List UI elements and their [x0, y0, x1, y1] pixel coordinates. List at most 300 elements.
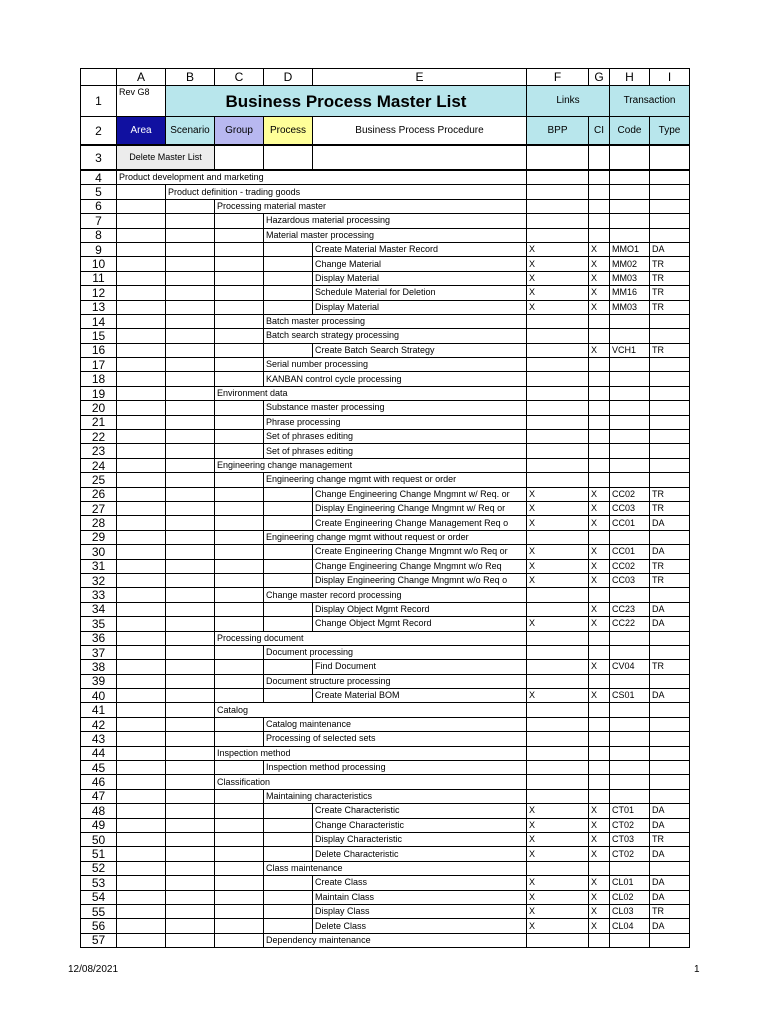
- table-cell[interactable]: [117, 660, 166, 674]
- table-cell[interactable]: [117, 573, 166, 587]
- ci-cell[interactable]: X: [589, 257, 610, 271]
- transaction-code-cell[interactable]: [610, 789, 650, 803]
- bpp-cell[interactable]: [527, 789, 589, 803]
- transaction-type-cell[interactable]: [650, 415, 690, 429]
- table-cell[interactable]: [166, 761, 215, 775]
- table-cell[interactable]: [117, 300, 166, 314]
- table-cell[interactable]: [264, 832, 313, 846]
- ci-cell[interactable]: X: [589, 904, 610, 918]
- table-cell[interactable]: [117, 386, 166, 400]
- ci-cell[interactable]: [589, 358, 610, 372]
- transaction-code-cell[interactable]: CC03: [610, 501, 650, 515]
- table-cell[interactable]: [166, 746, 215, 760]
- process-text-cell[interactable]: Processing material master: [215, 199, 527, 213]
- process-text-cell[interactable]: Product development and marketing: [117, 170, 527, 185]
- table-cell[interactable]: [117, 501, 166, 515]
- table-cell[interactable]: [117, 199, 166, 213]
- table-cell[interactable]: [166, 617, 215, 631]
- ci-cell[interactable]: [589, 199, 610, 213]
- table-cell[interactable]: [117, 746, 166, 760]
- table-cell[interactable]: [117, 516, 166, 530]
- transaction-code-cell[interactable]: CC22: [610, 617, 650, 631]
- process-text-cell[interactable]: Engineering change mgmt with request or order: [264, 473, 527, 487]
- table-cell[interactable]: [215, 530, 264, 544]
- table-cell[interactable]: [264, 300, 313, 314]
- transaction-code-cell[interactable]: [610, 228, 650, 242]
- bpp-cell[interactable]: [527, 473, 589, 487]
- table-cell[interactable]: [117, 703, 166, 717]
- table-cell[interactable]: [215, 473, 264, 487]
- table-cell[interactable]: [117, 588, 166, 602]
- column-header-e[interactable]: E: [313, 69, 527, 86]
- table-cell[interactable]: [166, 847, 215, 861]
- table-cell[interactable]: [215, 689, 264, 703]
- ci-cell[interactable]: [589, 530, 610, 544]
- process-text-cell[interactable]: Create Batch Search Strategy: [313, 343, 527, 357]
- table-cell[interactable]: [117, 415, 166, 429]
- table-cell[interactable]: [166, 559, 215, 573]
- transaction-type-cell[interactable]: TR: [650, 660, 690, 674]
- process-text-cell[interactable]: Display Engineering Change Mngmnt w/o Req o: [313, 573, 527, 587]
- transaction-code-cell[interactable]: CT03: [610, 832, 650, 846]
- table-cell[interactable]: [166, 645, 215, 659]
- bpp-cell[interactable]: X: [527, 689, 589, 703]
- transaction-code-cell[interactable]: MMO1: [610, 242, 650, 256]
- transaction-code-cell[interactable]: [610, 775, 650, 789]
- column-header-f[interactable]: F: [527, 69, 589, 86]
- process-text-cell[interactable]: Engineering change mgmt without request or order: [264, 530, 527, 544]
- transaction-type-cell[interactable]: [650, 401, 690, 415]
- table-cell[interactable]: [264, 501, 313, 515]
- ci-cell[interactable]: [589, 933, 610, 947]
- table-cell[interactable]: [166, 703, 215, 717]
- bpp-cell[interactable]: [527, 732, 589, 746]
- ci-cell[interactable]: [589, 170, 610, 185]
- table-cell[interactable]: [215, 761, 264, 775]
- bpp-cell[interactable]: [527, 430, 589, 444]
- ci-cell[interactable]: [589, 703, 610, 717]
- table-cell[interactable]: [215, 861, 264, 875]
- table-cell[interactable]: [117, 444, 166, 458]
- table-cell[interactable]: [117, 271, 166, 285]
- column-header-c[interactable]: C: [215, 69, 264, 86]
- transaction-code-cell[interactable]: MM03: [610, 271, 650, 285]
- table-cell[interactable]: [264, 271, 313, 285]
- transaction-type-cell[interactable]: DA: [650, 818, 690, 832]
- transaction-code-cell[interactable]: CC02: [610, 487, 650, 501]
- transaction-type-cell[interactable]: [650, 314, 690, 328]
- transaction-type-cell[interactable]: [650, 444, 690, 458]
- table-cell[interactable]: [215, 919, 264, 933]
- table-cell[interactable]: [117, 602, 166, 616]
- bpp-cell[interactable]: [527, 631, 589, 645]
- table-cell[interactable]: [166, 775, 215, 789]
- table-cell[interactable]: [117, 257, 166, 271]
- process-text-cell[interactable]: Create Material Master Record: [313, 242, 527, 256]
- table-cell[interactable]: [215, 789, 264, 803]
- transaction-code-cell[interactable]: [610, 761, 650, 775]
- table-cell[interactable]: [215, 358, 264, 372]
- table-cell[interactable]: [166, 458, 215, 472]
- table-cell[interactable]: [117, 689, 166, 703]
- process-text-cell[interactable]: Create Engineering Change Mngmnt w/o Req or: [313, 545, 527, 559]
- table-cell[interactable]: [166, 890, 215, 904]
- bpp-cell[interactable]: [527, 401, 589, 415]
- transaction-type-cell[interactable]: DA: [650, 847, 690, 861]
- bpp-cell[interactable]: [527, 343, 589, 357]
- table-cell[interactable]: [166, 516, 215, 530]
- transaction-code-cell[interactable]: CC01: [610, 545, 650, 559]
- bpp-cell[interactable]: [527, 530, 589, 544]
- bpp-cell[interactable]: X: [527, 818, 589, 832]
- process-text-cell[interactable]: Classification: [215, 775, 527, 789]
- bpp-cell[interactable]: [527, 386, 589, 400]
- table-cell[interactable]: [117, 761, 166, 775]
- table-cell[interactable]: [215, 645, 264, 659]
- process-text-cell[interactable]: Serial number processing: [264, 358, 527, 372]
- bpp-cell[interactable]: [527, 861, 589, 875]
- table-cell[interactable]: [215, 228, 264, 242]
- process-text-cell[interactable]: Maintain Class: [313, 890, 527, 904]
- table-cell[interactable]: [264, 516, 313, 530]
- transaction-type-cell[interactable]: [650, 933, 690, 947]
- transaction-type-cell[interactable]: [650, 386, 690, 400]
- bpp-cell[interactable]: [527, 933, 589, 947]
- table-cell[interactable]: [215, 372, 264, 386]
- table-cell[interactable]: [264, 573, 313, 587]
- table-cell[interactable]: [117, 832, 166, 846]
- table-cell[interactable]: [117, 242, 166, 256]
- table-cell[interactable]: [166, 602, 215, 616]
- bpp-cell[interactable]: [527, 314, 589, 328]
- table-cell[interactable]: [215, 415, 264, 429]
- transaction-type-cell[interactable]: [650, 775, 690, 789]
- transaction-type-cell[interactable]: DA: [650, 890, 690, 904]
- table-cell[interactable]: [166, 401, 215, 415]
- transaction-type-cell[interactable]: [650, 329, 690, 343]
- process-text-cell[interactable]: Create Class: [313, 876, 527, 890]
- column-header-g[interactable]: G: [589, 69, 610, 86]
- table-cell[interactable]: [166, 732, 215, 746]
- table-cell[interactable]: [166, 300, 215, 314]
- table-cell[interactable]: [264, 617, 313, 631]
- table-cell[interactable]: [117, 329, 166, 343]
- transaction-code-cell[interactable]: MM02: [610, 257, 650, 271]
- transaction-type-cell[interactable]: [650, 732, 690, 746]
- ci-cell[interactable]: [589, 386, 610, 400]
- bpp-cell[interactable]: X: [527, 617, 589, 631]
- process-text-cell[interactable]: Display Material: [313, 300, 527, 314]
- table-cell[interactable]: [166, 933, 215, 947]
- table-cell[interactable]: [166, 501, 215, 515]
- transaction-code-cell[interactable]: MM16: [610, 286, 650, 300]
- table-cell[interactable]: [166, 818, 215, 832]
- process-text-cell[interactable]: Engineering change management: [215, 458, 527, 472]
- bpp-cell[interactable]: [527, 703, 589, 717]
- ci-cell[interactable]: [589, 372, 610, 386]
- process-text-cell[interactable]: Display Characteristic: [313, 832, 527, 846]
- table-cell[interactable]: [215, 847, 264, 861]
- transaction-code-cell[interactable]: [610, 458, 650, 472]
- bpp-cell[interactable]: [527, 358, 589, 372]
- process-text-cell[interactable]: Class maintenance: [264, 861, 527, 875]
- bpp-cell[interactable]: X: [527, 847, 589, 861]
- table-cell[interactable]: [215, 660, 264, 674]
- table-cell[interactable]: [117, 401, 166, 415]
- table-cell[interactable]: [117, 487, 166, 501]
- process-text-cell[interactable]: Change Object Mgmt Record: [313, 617, 527, 631]
- transaction-code-cell[interactable]: CS01: [610, 689, 650, 703]
- transaction-code-cell[interactable]: [610, 703, 650, 717]
- process-text-cell[interactable]: Processing of selected sets: [264, 732, 527, 746]
- table-cell[interactable]: [264, 890, 313, 904]
- ci-cell[interactable]: X: [589, 516, 610, 530]
- table-cell[interactable]: [117, 775, 166, 789]
- table-cell[interactable]: [166, 919, 215, 933]
- transaction-code-cell[interactable]: [610, 717, 650, 731]
- process-text-cell[interactable]: Product definition - trading goods: [166, 185, 527, 199]
- transaction-type-cell[interactable]: DA: [650, 876, 690, 890]
- process-text-cell[interactable]: Change Engineering Change Mngmnt w/o Req: [313, 559, 527, 573]
- bpp-cell[interactable]: [527, 444, 589, 458]
- transaction-type-cell[interactable]: [650, 703, 690, 717]
- process-text-cell[interactable]: Display Engineering Change Mngmnt w/ Req or: [313, 501, 527, 515]
- bpp-cell[interactable]: [527, 660, 589, 674]
- table-cell[interactable]: [117, 804, 166, 818]
- table-cell[interactable]: [166, 545, 215, 559]
- process-text-cell[interactable]: Create Engineering Change Management Req o: [313, 516, 527, 530]
- table-cell[interactable]: [264, 904, 313, 918]
- transaction-type-cell[interactable]: TR: [650, 286, 690, 300]
- ci-cell[interactable]: X: [589, 501, 610, 515]
- ci-cell[interactable]: [589, 761, 610, 775]
- table-cell[interactable]: [610, 145, 650, 170]
- table-cell[interactable]: [215, 559, 264, 573]
- ci-cell[interactable]: [589, 214, 610, 228]
- table-cell[interactable]: [215, 300, 264, 314]
- transaction-type-cell[interactable]: [650, 631, 690, 645]
- transaction-type-cell[interactable]: [650, 861, 690, 875]
- column-header-d[interactable]: D: [264, 69, 313, 86]
- bpp-cell[interactable]: X: [527, 286, 589, 300]
- bpp-cell[interactable]: X: [527, 804, 589, 818]
- transaction-type-cell[interactable]: DA: [650, 919, 690, 933]
- process-text-cell[interactable]: Create Characteristic: [313, 804, 527, 818]
- table-cell[interactable]: [166, 660, 215, 674]
- ci-cell[interactable]: X: [589, 286, 610, 300]
- transaction-code-cell[interactable]: CL04: [610, 919, 650, 933]
- table-cell[interactable]: [215, 674, 264, 688]
- table-cell[interactable]: [117, 430, 166, 444]
- bpp-cell[interactable]: [527, 372, 589, 386]
- transaction-code-cell[interactable]: CL02: [610, 890, 650, 904]
- transaction-code-cell[interactable]: [610, 170, 650, 185]
- ci-cell[interactable]: X: [589, 660, 610, 674]
- ci-cell[interactable]: [589, 444, 610, 458]
- transaction-code-cell[interactable]: CL03: [610, 904, 650, 918]
- table-cell[interactable]: [166, 717, 215, 731]
- table-cell[interactable]: [215, 890, 264, 904]
- transaction-code-cell[interactable]: [610, 199, 650, 213]
- transaction-type-cell[interactable]: TR: [650, 501, 690, 515]
- table-cell[interactable]: [215, 617, 264, 631]
- bpp-cell[interactable]: X: [527, 890, 589, 904]
- table-cell[interactable]: [166, 242, 215, 256]
- table-cell[interactable]: [313, 145, 527, 170]
- process-text-cell[interactable]: Material master processing: [264, 228, 527, 242]
- bpp-cell[interactable]: X: [527, 573, 589, 587]
- process-text-cell[interactable]: Schedule Material for Deletion: [313, 286, 527, 300]
- transaction-code-cell[interactable]: CT02: [610, 818, 650, 832]
- transaction-type-cell[interactable]: DA: [650, 242, 690, 256]
- table-cell[interactable]: [117, 631, 166, 645]
- ci-cell[interactable]: X: [589, 242, 610, 256]
- process-text-cell[interactable]: Catalog: [215, 703, 527, 717]
- bpp-cell[interactable]: X: [527, 876, 589, 890]
- table-cell[interactable]: [117, 358, 166, 372]
- table-cell[interactable]: [215, 430, 264, 444]
- ci-cell[interactable]: [589, 588, 610, 602]
- transaction-code-cell[interactable]: MM03: [610, 300, 650, 314]
- ci-cell[interactable]: X: [589, 545, 610, 559]
- process-text-cell[interactable]: Catalog maintenance: [264, 717, 527, 731]
- ci-cell[interactable]: [589, 314, 610, 328]
- bpp-cell[interactable]: X: [527, 257, 589, 271]
- ci-cell[interactable]: [589, 789, 610, 803]
- transaction-type-cell[interactable]: [650, 214, 690, 228]
- table-cell[interactable]: [166, 689, 215, 703]
- table-cell[interactable]: [166, 631, 215, 645]
- table-cell[interactable]: [215, 343, 264, 357]
- transaction-type-cell[interactable]: [650, 674, 690, 688]
- bpp-cell[interactable]: [527, 588, 589, 602]
- table-cell[interactable]: [215, 933, 264, 947]
- table-cell[interactable]: [166, 487, 215, 501]
- ci-cell[interactable]: X: [589, 890, 610, 904]
- transaction-code-cell[interactable]: [610, 430, 650, 444]
- table-cell[interactable]: [117, 933, 166, 947]
- process-text-cell[interactable]: Dependency maintenance: [264, 933, 527, 947]
- table-cell[interactable]: [215, 487, 264, 501]
- transaction-type-cell[interactable]: DA: [650, 516, 690, 530]
- bpp-cell[interactable]: [527, 717, 589, 731]
- transaction-code-cell[interactable]: [610, 631, 650, 645]
- ci-cell[interactable]: [589, 415, 610, 429]
- ci-cell[interactable]: [589, 717, 610, 731]
- transaction-type-cell[interactable]: TR: [650, 559, 690, 573]
- bpp-cell[interactable]: [527, 329, 589, 343]
- table-cell[interactable]: [117, 876, 166, 890]
- transaction-type-cell[interactable]: [650, 185, 690, 199]
- transaction-type-cell[interactable]: [650, 372, 690, 386]
- transaction-type-cell[interactable]: [650, 588, 690, 602]
- process-text-cell[interactable]: Hazardous material processing: [264, 214, 527, 228]
- bpp-cell[interactable]: [527, 214, 589, 228]
- process-text-cell[interactable]: Display Material: [313, 271, 527, 285]
- ci-cell[interactable]: X: [589, 300, 610, 314]
- table-cell[interactable]: [166, 372, 215, 386]
- process-text-cell[interactable]: Processing document: [215, 631, 527, 645]
- bpp-cell[interactable]: X: [527, 501, 589, 515]
- table-cell[interactable]: [117, 645, 166, 659]
- table-cell[interactable]: [166, 530, 215, 544]
- bpp-cell[interactable]: [527, 170, 589, 185]
- bpp-cell[interactable]: [527, 415, 589, 429]
- bpp-cell[interactable]: X: [527, 516, 589, 530]
- process-text-cell[interactable]: Inspection method: [215, 746, 527, 760]
- table-cell[interactable]: [215, 444, 264, 458]
- table-cell[interactable]: [264, 602, 313, 616]
- transaction-type-cell[interactable]: [650, 170, 690, 185]
- transaction-code-cell[interactable]: [610, 530, 650, 544]
- ci-cell[interactable]: [589, 674, 610, 688]
- table-cell[interactable]: [215, 818, 264, 832]
- bpp-cell[interactable]: X: [527, 300, 589, 314]
- table-cell[interactable]: [166, 329, 215, 343]
- table-cell[interactable]: [215, 588, 264, 602]
- table-cell[interactable]: [527, 145, 589, 170]
- delete-master-list-button[interactable]: Delete Master List: [117, 145, 215, 170]
- table-cell[interactable]: [166, 257, 215, 271]
- transaction-code-cell[interactable]: [610, 358, 650, 372]
- table-cell[interactable]: [264, 689, 313, 703]
- table-cell[interactable]: [117, 343, 166, 357]
- bpp-cell[interactable]: [527, 199, 589, 213]
- table-cell[interactable]: [215, 732, 264, 746]
- transaction-type-cell[interactable]: [650, 746, 690, 760]
- table-cell[interactable]: [264, 145, 313, 170]
- table-cell[interactable]: [215, 832, 264, 846]
- bpp-cell[interactable]: X: [527, 545, 589, 559]
- transaction-type-cell[interactable]: DA: [650, 689, 690, 703]
- table-cell[interactable]: [264, 286, 313, 300]
- table-cell[interactable]: [166, 214, 215, 228]
- transaction-type-cell[interactable]: [650, 458, 690, 472]
- transaction-type-cell[interactable]: TR: [650, 343, 690, 357]
- transaction-type-cell[interactable]: [650, 645, 690, 659]
- table-cell[interactable]: [117, 717, 166, 731]
- transaction-code-cell[interactable]: [610, 386, 650, 400]
- table-cell[interactable]: [264, 919, 313, 933]
- table-cell[interactable]: [166, 358, 215, 372]
- transaction-code-cell[interactable]: [610, 746, 650, 760]
- ci-cell[interactable]: [589, 430, 610, 444]
- table-cell[interactable]: [117, 818, 166, 832]
- transaction-code-cell[interactable]: [610, 674, 650, 688]
- transaction-code-cell[interactable]: [610, 415, 650, 429]
- ci-cell[interactable]: [589, 775, 610, 789]
- transaction-type-cell[interactable]: TR: [650, 271, 690, 285]
- table-cell[interactable]: [166, 444, 215, 458]
- table-cell[interactable]: [215, 501, 264, 515]
- ci-cell[interactable]: [589, 645, 610, 659]
- table-cell[interactable]: [215, 804, 264, 818]
- ci-cell[interactable]: [589, 228, 610, 242]
- process-text-cell[interactable]: Delete Class: [313, 919, 527, 933]
- table-cell[interactable]: [264, 242, 313, 256]
- process-text-cell[interactable]: Batch master processing: [264, 314, 527, 328]
- transaction-type-cell[interactable]: TR: [650, 904, 690, 918]
- bpp-cell[interactable]: X: [527, 904, 589, 918]
- ci-cell[interactable]: [589, 473, 610, 487]
- table-cell[interactable]: [215, 242, 264, 256]
- table-cell[interactable]: [166, 314, 215, 328]
- ci-cell[interactable]: [589, 732, 610, 746]
- process-text-cell[interactable]: Change master record processing: [264, 588, 527, 602]
- process-text-cell[interactable]: Set of phrases editing: [264, 430, 527, 444]
- table-cell[interactable]: [166, 789, 215, 803]
- ci-cell[interactable]: X: [589, 804, 610, 818]
